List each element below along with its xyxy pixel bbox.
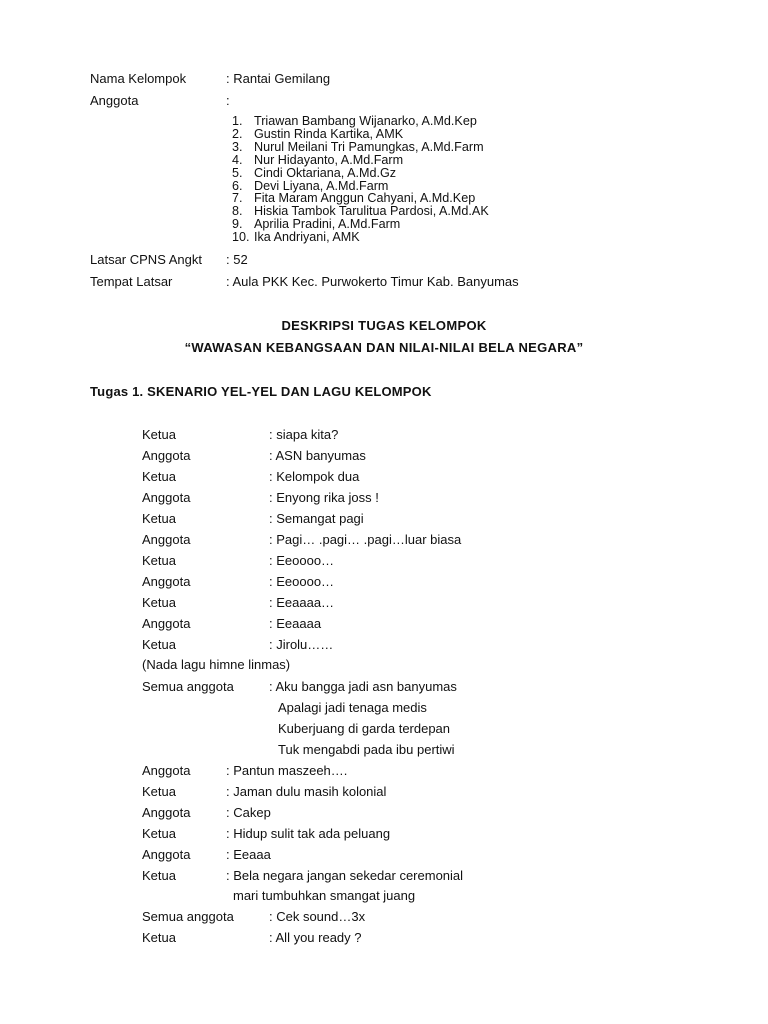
member-name: Devi Liyana, A.Md.Farm bbox=[254, 178, 389, 193]
member-name: Fita Maram Anggun Cahyani, A.Md.Kep bbox=[254, 191, 476, 206]
song-lyric-line: Tuk mengabdi pada ibu pertiwi bbox=[278, 742, 455, 757]
dialog-speaker: Anggota bbox=[142, 532, 191, 547]
dialog-text: : siapa kita? bbox=[269, 427, 339, 442]
dialog-text: : ASN banyumas bbox=[269, 448, 366, 463]
dialog-text: : Semangat pagi bbox=[269, 511, 364, 526]
place-value: : Aula PKK Kec. Purwokerto Timur Kab. Banyumas bbox=[226, 274, 519, 289]
member-name: Gustin Rinda Kartika, AMK bbox=[254, 126, 404, 141]
member-name: Nur Hidayanto, A.Md.Farm bbox=[254, 152, 404, 167]
member-name: Aprilia Pradini, A.Md.Farm bbox=[254, 217, 401, 232]
member-number: 8. bbox=[232, 204, 243, 219]
member-name: Triawan Bambang Wijanarko, A.Md.Kep bbox=[254, 114, 477, 128]
member-name: Nurul Meilani Tri Pamungkas, A.Md.Farm bbox=[254, 139, 484, 154]
dialog-speaker: Ketua bbox=[142, 553, 176, 568]
song-lyric-line: Apalagi jadi tenaga medis bbox=[278, 700, 427, 715]
dialog-speaker: Anggota bbox=[142, 490, 191, 505]
dialog-speaker: Anggota bbox=[142, 448, 191, 463]
member-number: 7. bbox=[232, 191, 243, 206]
dialog-text: : Pantun maszeeh…. bbox=[226, 763, 348, 778]
latsar-value: : 52 bbox=[226, 252, 248, 267]
dialog-speaker: Semua anggota bbox=[142, 909, 234, 924]
member-number: 1. bbox=[232, 114, 243, 128]
dialog-text: : Hidup sulit tak ada peluang bbox=[226, 826, 391, 841]
document-subtitle: “WAWASAN KEBANGSAAN DAN NILAI-NILAI BELA NEGARA” bbox=[184, 340, 584, 355]
task-heading: Tugas 1. SKENARIO YEL-YEL DAN LAGU KELOMPOK bbox=[90, 384, 432, 399]
dialog-text: : Eeaaaa… bbox=[269, 595, 335, 610]
place-label: Tempat Latsar bbox=[90, 274, 173, 289]
dialog-speaker: Ketua bbox=[142, 784, 176, 799]
member-name: Ika Andriyani, AMK bbox=[254, 230, 360, 245]
dialog-text: : Jaman dulu masih kolonial bbox=[226, 784, 387, 799]
member-number: 6. bbox=[232, 178, 243, 193]
dialog-speaker: Ketua bbox=[142, 930, 176, 945]
dialog-speaker: Anggota bbox=[142, 763, 191, 778]
dialog-text: : Jirolu…… bbox=[269, 637, 334, 652]
dialog-text: : Eeoooo… bbox=[269, 574, 335, 589]
member-number: 2. bbox=[232, 126, 243, 141]
song-speaker: Semua anggota bbox=[142, 679, 234, 694]
members-colon: : bbox=[226, 93, 230, 108]
song-note: (Nada lagu himne linmas) bbox=[142, 657, 291, 672]
dialog-speaker: Anggota bbox=[142, 616, 191, 631]
song-line: : Aku bangga jadi asn banyumas bbox=[269, 679, 457, 694]
member-number: 10. bbox=[232, 230, 250, 245]
latsar-label: Latsar CPNS Angkt bbox=[90, 252, 202, 267]
member-number: 5. bbox=[232, 165, 243, 180]
dialog-speaker: Ketua bbox=[142, 511, 176, 526]
dialog-speaker: Ketua bbox=[142, 868, 176, 883]
dialog-speaker: Ketua bbox=[142, 595, 176, 610]
dialog-speaker: Anggota bbox=[142, 847, 191, 862]
dialog-speaker: Ketua bbox=[142, 469, 176, 484]
song-lyric-line: Kuberjuang di garda terdepan bbox=[278, 721, 451, 736]
dialog-speaker: Anggota bbox=[142, 574, 191, 589]
dialog-text: : Kelompok dua bbox=[269, 469, 360, 484]
members-label: Anggota bbox=[90, 93, 139, 108]
member-name: Hiskia Tambok Tarulitua Pardosi, A.Md.AK bbox=[254, 204, 489, 219]
dialog-speaker: Ketua bbox=[142, 427, 176, 442]
member-number: 4. bbox=[232, 152, 243, 167]
dialog-text: : Eeoooo… bbox=[269, 553, 335, 568]
dialog-speaker: Ketua bbox=[142, 826, 176, 841]
dialog-speaker: Ketua bbox=[142, 637, 176, 652]
dialog-text: : All you ready ? bbox=[269, 930, 362, 945]
dialog-text: : Bela negara jangan sekedar ceremonial bbox=[226, 868, 464, 883]
dialog-text: : Eeaaaa bbox=[269, 616, 322, 631]
dialog-text: : Cek sound…3x bbox=[269, 909, 366, 924]
dialog-text: : Enyong rika joss ! bbox=[269, 490, 379, 505]
dialog-text: : Cakep bbox=[226, 805, 271, 820]
dialog-text: : Eeaaa bbox=[226, 847, 271, 862]
group-name-value: : Rantai Gemilang bbox=[226, 71, 331, 86]
member-number: 9. bbox=[232, 217, 243, 232]
member-number: 3. bbox=[232, 139, 243, 154]
dialog-speaker: Anggota bbox=[142, 805, 191, 820]
member-name: Cindi Oktariana, A.Md.Gz bbox=[254, 165, 397, 180]
group-name-label: Nama Kelompok bbox=[90, 71, 187, 86]
dialog-text: : Pagi… .pagi… .pagi…luar biasa bbox=[269, 532, 462, 547]
dialog-continuation: mari tumbuhkan smangat juang bbox=[233, 888, 416, 903]
document-title: DESKRIPSI TUGAS KELOMPOK bbox=[281, 318, 487, 333]
